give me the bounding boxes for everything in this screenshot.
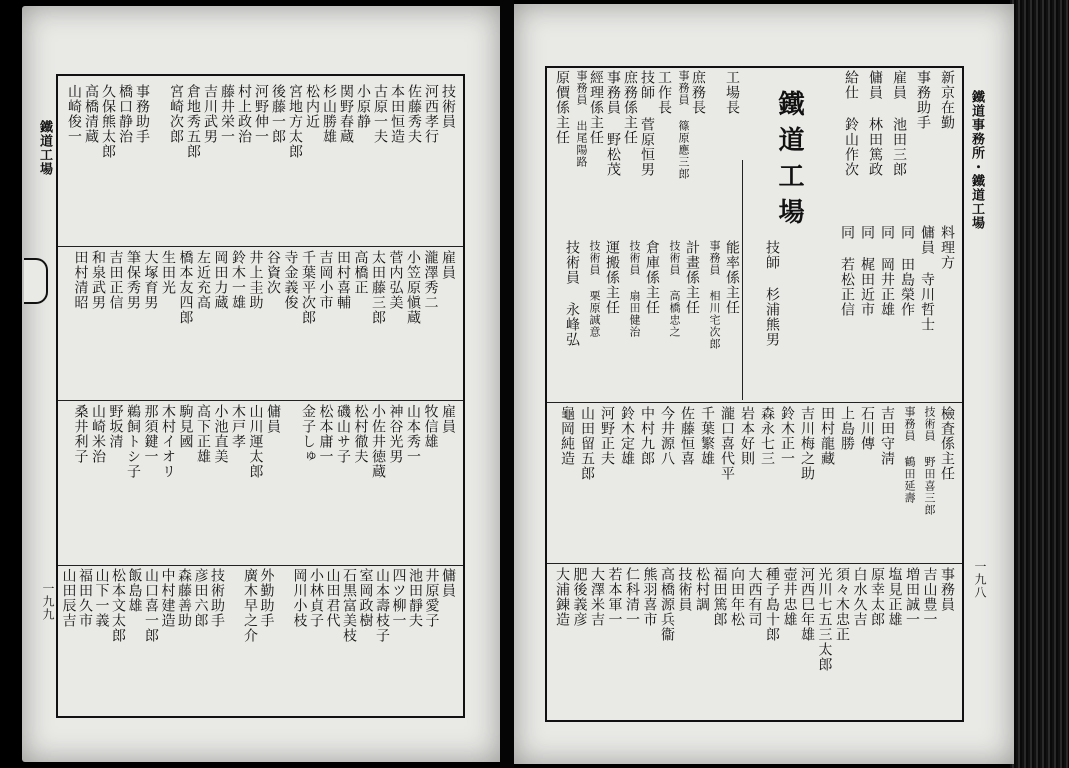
staff-entry: 傭員 寺川哲士 — [919, 225, 935, 332]
staff-entry: 森永七三 — [759, 406, 775, 466]
staff-entry: 松本文太郎 — [110, 568, 126, 643]
staff-entry: 事務員 相川宅次郎 — [708, 240, 721, 350]
staff-entry: 彦田六郎 — [192, 568, 209, 628]
staff-entry: 若本軍一 — [606, 567, 623, 627]
staff-entry: 千葉平次郎 — [300, 250, 316, 325]
staff-entry: 事務員 篠原應三郎 — [677, 70, 690, 180]
staff-entry: 左近充高 — [195, 250, 211, 310]
staff-entry: 同 田島榮作 — [899, 225, 915, 317]
staff-entry: 肥後義彦 — [571, 567, 588, 627]
staff-entry: 吉岡小市 — [317, 250, 334, 310]
staff-entry: 山川運太郎 — [247, 404, 264, 479]
staff-entry: 光川七五三太郎 — [816, 567, 833, 672]
staff-entry: 山本秀一 — [405, 404, 421, 464]
staff-entry: 傭員 林田篤政 — [867, 70, 883, 177]
right-header-block — [830, 70, 955, 220]
staff-entry: 原價係主任 — [554, 70, 570, 145]
staff-entry: 筆保秀男 — [125, 250, 141, 310]
staff-entry: 佐藤恒喜 — [679, 406, 695, 466]
right-section-block — [555, 240, 780, 400]
staff-entry: 高橋正 — [352, 250, 369, 295]
staff-entry: 岡川小枝 — [291, 568, 308, 628]
staff-entry: 久保熊太郎 — [100, 84, 116, 159]
staff-entry: 廣木早之介 — [242, 568, 258, 643]
staff-entry: 田村喜輔 — [335, 250, 351, 310]
staff-entry: 種子島十郎 — [764, 567, 780, 642]
staff-entry: 白水久吉 — [851, 567, 868, 627]
staff-entry: 山本壽枝子 — [374, 568, 390, 643]
staff-entry: 傭員 — [440, 568, 456, 598]
staff-entry: 大塚育男 — [142, 250, 159, 310]
staff-entry: 河野伸一 — [253, 84, 269, 144]
staff-entry: 仁科清一 — [624, 567, 640, 627]
staff-entry: 山田留五郎 — [579, 406, 595, 481]
staff-entry: 山田辰吉 — [60, 568, 77, 628]
staff-entry: 同 岡井正雄 — [879, 225, 895, 317]
staff-entry: 河野正夫 — [599, 406, 615, 466]
staff-entry: 事務助手 — [915, 70, 931, 130]
staff-entry: 大澤米吉 — [589, 567, 605, 627]
staff-entry: 經理係主任 — [588, 70, 604, 145]
staff-entry: 事務員 鶴田延壽 — [903, 406, 916, 504]
staff-entry: 松内近 — [304, 84, 320, 129]
staff-entry: 庶務係主任 — [622, 70, 638, 145]
staff-entry: 森藤善助 — [176, 568, 192, 628]
staff-entry: 雇員 — [440, 250, 456, 280]
divider — [547, 402, 962, 403]
staff-entry: 高下正雄 — [195, 404, 211, 464]
staff-entry: 古原一夫 — [372, 84, 388, 144]
staff-entry: 河西孝行 — [423, 84, 439, 144]
staff-entry: 吉田正信 — [107, 250, 124, 310]
staff-entry: 飯島雄 — [126, 568, 143, 613]
staff-entry: 山田君代 — [324, 568, 341, 628]
left-staff-block-1 — [66, 84, 456, 244]
staff-entry: 佐藤秀夫 — [406, 84, 422, 144]
staff-entry: 須々木忠正 — [834, 567, 850, 642]
divider — [58, 565, 463, 566]
staff-entry: 技師 菅原恒男 — [639, 70, 655, 177]
staff-entry: 野坂清 — [107, 404, 124, 449]
staff-entry: 宮地方太郎 — [287, 84, 303, 159]
staff-entry: 磯山サ子 — [335, 404, 351, 464]
staff-entry: 技術員 扇田健治 — [628, 240, 641, 338]
staff-entry: 同 若松正信 — [839, 225, 855, 317]
staff-entry: 石黒富美枝 — [341, 568, 357, 643]
staff-entry: 技術員 高橋忠之 — [668, 240, 681, 338]
staff-entry: 山崎米治 — [90, 404, 106, 464]
staff-entry: 檢査係主任 — [939, 406, 955, 481]
staff-entry: 事務員 出尾陽路 — [575, 70, 588, 168]
right-staff-block — [555, 567, 955, 715]
staff-entry: 小笠原愼蔵 — [405, 250, 421, 325]
staff-entry: 河西巳年雄 — [799, 567, 815, 642]
staff-entry: 後藤一郎 — [270, 84, 286, 144]
staff-entry: 池田靜夫 — [407, 568, 423, 628]
staff-entry: 龜岡純造 — [559, 406, 575, 466]
staff-entry: 松村調 — [694, 567, 710, 612]
staff-entry: 木村イオリ — [160, 404, 176, 479]
staff-entry: 外勤助手 — [258, 568, 275, 628]
staff-entry: 牧信雄 — [422, 404, 439, 449]
staff-entry: 室岡政樹 — [357, 568, 374, 628]
staff-entry: 四ツ柳一 — [390, 568, 407, 628]
staff-entry: 金子しゅ — [300, 404, 316, 464]
staff-entry: 福田久市 — [77, 568, 93, 628]
staff-entry: 吉山豊一 — [921, 567, 938, 627]
staff-entry: 技師 杉浦熊男 — [764, 240, 780, 347]
staff-entry: 本田恒造 — [389, 84, 405, 144]
staff-entry: 那須鍵一 — [142, 404, 159, 464]
staff-entry: 雇員 — [440, 404, 456, 434]
staff-entry: 寺金義俊 — [282, 250, 299, 310]
staff-entry: 生田光 — [160, 250, 176, 295]
staff-entry: 松本庸一 — [317, 404, 334, 464]
staff-entry: 技術員 — [440, 84, 456, 129]
staff-entry: 岩本好則 — [739, 406, 755, 466]
book-edge — [1010, 0, 1069, 768]
staff-entry: 山口喜一郎 — [143, 568, 159, 643]
staff-entry: 庶務長 — [690, 70, 706, 115]
staff-entry: 事務員 野松茂 — [605, 70, 621, 177]
staff-entry: 松村徹夫 — [352, 404, 369, 464]
staff-entry: 瀧澤秀二 — [422, 250, 439, 310]
staff-entry: 今井源八 — [659, 406, 675, 466]
divider — [58, 400, 463, 401]
staff-entry: 大西有司 — [746, 567, 763, 627]
staff-entry: 傭員 — [265, 404, 281, 434]
staff-entry: 田村清昭 — [72, 250, 89, 310]
staff-entry: 木戸孝 — [230, 404, 246, 449]
staff-entry: 山崎俊一 — [66, 84, 82, 144]
staff-entry: 料理方 — [939, 225, 955, 270]
page-tab-notch — [24, 258, 48, 304]
right-page-number: 一九八 — [973, 560, 987, 599]
staff-entry: 能率係主任 — [724, 240, 740, 315]
staff-entry: 瀧口喜代平 — [719, 406, 735, 481]
staff-entry: 倉地秀五郎 — [185, 84, 201, 159]
staff-entry: 橋口静治 — [117, 84, 133, 144]
staff-entry: 倉庫係主任 — [644, 240, 660, 315]
staff-entry: 技術員 — [676, 567, 693, 612]
staff-entry: 原幸太郎 — [869, 567, 885, 627]
staff-entry: 関野春蔵 — [338, 84, 354, 144]
staff-entry: 太田藤三郎 — [370, 250, 386, 325]
staff-entry: 技術員 栗原誠意 — [588, 240, 601, 338]
staff-entry: 吉川梅之助 — [799, 406, 815, 481]
right-office-block — [555, 70, 740, 230]
factory-title: 鐵道工場 — [774, 90, 804, 234]
staff-entry: 田村龍藏 — [819, 406, 835, 466]
staff-entry: 壺井忠雄 — [781, 567, 798, 627]
staff-entry: 増田誠一 — [904, 567, 920, 627]
right-header-block-2 — [830, 225, 955, 400]
staff-entry: 鈴木定雄 — [619, 406, 635, 466]
staff-entry: 菅内弘美 — [387, 250, 404, 310]
staff-entry: 計畫係主任 — [684, 240, 700, 315]
staff-entry: 中村建造 — [159, 568, 176, 628]
staff-entry: 駒見國 — [177, 404, 194, 449]
staff-entry: 鈴木一雄 — [230, 250, 246, 310]
staff-entry: 小原静 — [355, 84, 371, 129]
divider — [58, 246, 463, 247]
staff-entry: 吉田守淸 — [879, 406, 895, 466]
staff-entry: 高橋源兵衞 — [659, 567, 675, 642]
staff-entry: 橋本友四郎 — [177, 250, 194, 325]
staff-entry: 鈴木正一 — [779, 406, 795, 466]
staff-entry: 事務員 — [939, 567, 955, 612]
staff-entry: 同 梶田近市 — [859, 225, 875, 317]
staff-entry: 谷資次 — [265, 250, 281, 295]
staff-entry: 杉山勝雄 — [321, 84, 337, 144]
right-running-title: 鐵道事務所・鐵道工場 — [969, 90, 984, 230]
staff-entry: 桑井利子 — [72, 404, 89, 464]
left-staff-block-3 — [66, 404, 456, 562]
staff-entry: 雇員 池田三郎 — [891, 70, 907, 177]
staff-entry: 新京在勤 — [939, 70, 955, 130]
staff-entry: 神谷光男 — [387, 404, 404, 464]
staff-entry: 井原愛子 — [423, 568, 440, 628]
staff-entry: 藤井栄一 — [219, 84, 235, 144]
staff-entry: 向田年松 — [729, 567, 745, 627]
staff-entry: 吉川武男 — [202, 84, 218, 144]
staff-entry: 中村九郎 — [639, 406, 655, 466]
staff-entry: 高橋清蔵 — [83, 84, 99, 144]
staff-entry: 小林貞子 — [308, 568, 324, 628]
staff-entry: 千葉繁雄 — [699, 406, 715, 466]
staff-entry: 小池直美 — [212, 404, 229, 464]
staff-entry: 岡田力蔵 — [212, 250, 229, 310]
staff-entry: 給仕 鈴山作次 — [843, 70, 859, 177]
staff-entry: 大浦錬造 — [554, 567, 570, 627]
staff-entry: 技術員 永峰弘 — [564, 240, 580, 347]
left-running-title: 鐵道工場 — [37, 120, 52, 176]
staff-entry: 工作長 — [656, 70, 672, 115]
divider — [547, 563, 962, 564]
left-staff-block-4 — [60, 568, 456, 710]
staff-entry: 石川傳 — [859, 406, 875, 451]
staff-entry: 技術員 野田喜三郎 — [923, 406, 936, 516]
staff-entry: 宮崎次郎 — [168, 84, 184, 144]
staff-entry: 事務助手 — [134, 84, 150, 144]
staff-entry: 技術助手 — [209, 568, 225, 628]
staff-entry: 上島勝 — [839, 406, 855, 451]
staff-entry: 熊羽喜市 — [641, 567, 658, 627]
left-page-number: 一九九 — [41, 582, 55, 621]
staff-entry: 鵜飼トシ子 — [125, 404, 141, 479]
staff-entry: 福田篤郎 — [711, 567, 728, 627]
book-gutter — [500, 0, 514, 768]
staff-entry: 山下一義 — [93, 568, 110, 628]
left-staff-block-2 — [66, 250, 456, 398]
staff-entry: 和泉武男 — [90, 250, 106, 310]
staff-entry: 運搬係主任 — [604, 240, 620, 315]
staff-entry: 村上政治 — [236, 84, 252, 144]
staff-entry: 塩見正雄 — [886, 567, 903, 627]
staff-entry: 小佐井徳蔵 — [370, 404, 386, 479]
staff-entry: 井上圭助 — [247, 250, 264, 310]
staff-entry: 工場長 — [724, 70, 740, 115]
right-inspection-block — [555, 406, 955, 561]
